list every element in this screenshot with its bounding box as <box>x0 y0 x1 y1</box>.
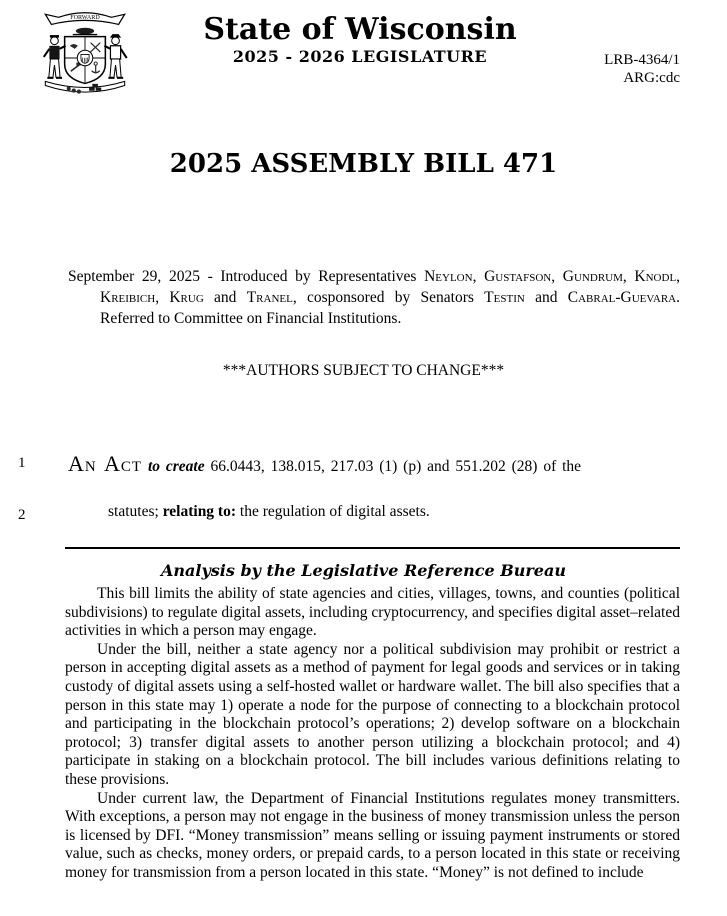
drafter-code: ARG:cdc <box>623 70 680 86</box>
legislature-line: 2025 - 2026 LEGISLATURE <box>232 47 488 66</box>
seal-motto-text: FORWARD <box>70 14 100 21</box>
bill-title: 2025 ASSEMBLY BILL 471 <box>169 149 558 179</box>
lrb-code: LRB-4364/1 <box>604 52 680 68</box>
badger-crest <box>76 28 94 35</box>
introduction-paragraph: September 29, 2025 - Introduced by Representatives Neylon, Gustafson, Gundrum, Knodl, Kreibich, Krug and Tranel, cosponsored by Senators Testin and Cabral-Guevara. Referred to Committee on Financial Institutions. <box>68 268 681 327</box>
analysis-heading: Analysis by the Legislative Reference Bureau <box>161 561 566 580</box>
lrb-block <box>604 51 680 87</box>
line-number: 2 <box>18 507 26 523</box>
act-line-text: An Act to create 66.0443, 138.015, 217.03 (1) (p) and 551.202 (28) of the <box>68 451 582 476</box>
state-name: State of Wisconsin <box>203 12 517 47</box>
act-line-text: statutes; relating to: the regulation of digital assets. <box>108 503 430 520</box>
section-divider <box>65 547 680 549</box>
masthead <box>120 13 600 67</box>
analysis-body <box>65 585 680 883</box>
authors-notice: ***AUTHORS SUBJECT TO CHANGE*** <box>222 362 505 379</box>
analysis-paragraph: Under current law, the Department of Financial Institutions regulates money transmitters. With exceptions, a person may not engage in the business of money transmission unless the person is licensed by DFI. “Money transmission” means selling or issuing payment instruments or stored value, such as checks, money orders, or prepaid cards, to a person located in this state or receiving money for transmission from a person located in this state. “Money” is not defined to include <box>65 789 680 881</box>
analysis-paragraph: This bill limits the ability of state agencies and cities, villages, towns, and counties (political subdivisions) to regulate digital assets, including cryptocurrency, and specifies digital asset–related activities in which a person may engage. <box>65 585 680 640</box>
analysis-paragraph: Under the bill, neither a state agency nor a political subdivision may prohibit or restrict a person in accepting digital assets as a method of payment for legal goods and services or in taking custody of digital assets using a self-hosted wallet or hardware wallet. The bill also specifies that a person in this state may 1) operate a node for the purpose of connecting to a blockchain protocol and participating in the blockchain protocol’s operations; 2) develop software on a blockchain protocol; 3) transfer digital assets to another person utilizing a blockchain protocol; and 4) participate in staking on a blockchain protocol. The bill includes various definitions relating to these provisions. <box>65 640 680 788</box>
line-number: 1 <box>18 455 26 471</box>
